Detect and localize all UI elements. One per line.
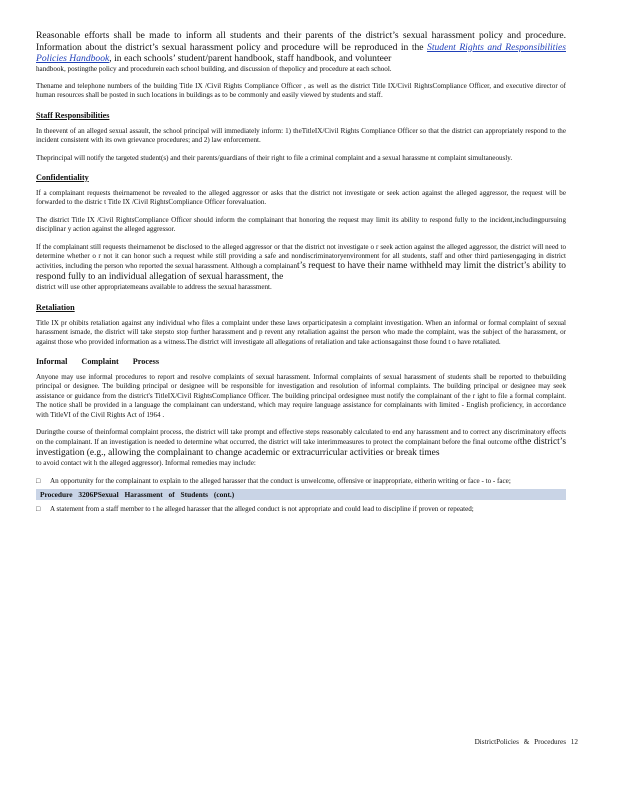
remedy-text: A statement from a staff member to t he alleged harasser that the alleged conduct is not appropriate and could lead to discipline if proven or repeated;	[50, 505, 474, 514]
confidentiality-paragraph-1: If a complainant requests theirnamenot be revealed to the alleged aggressor or asks that the district not investigate or seek action against the alleged aggressor, the request will be forwarded to the distric t Title IX /Civil RightsCompliance Officer forevaluation.	[36, 188, 566, 207]
retaliation-paragraph: Title IX pr ohibits retaliation against any individual who files a complaint under these laws orparticipatesin a complaint investigation. When an informal or formal complaint of sexual harassment ismade, the district will take stepsto stop further harassment and p revent any retaliation against the person who made the complaint, was the subject of the harassment, or against those who provided information as a witness.The district will investigate all allegations of retaliation and take actionsagainst those found t o have retaliated.	[36, 318, 566, 346]
informal-paragraph-1: Anyone may use informal procedures to report and resolve complaints of sexual harassment. Informal complaints of sexual harassment of students shall be reported to thebuilding principal or designee. The building principal or designee will be responsible for investigation and resolution of informal complaints. The building principal or designee may seek assistance or guidance from the district's TitleIX/Civil RightsCompliance Officer. The building principal ordesignee must notify the complainant of the r ight to file a formal complaint. The notice shall be provided in a language the complainant can understand, which may require language assistance for complainants with limited - English proficiency, in accordance with TitleVI of the Civil Rights Act of 1964 .	[36, 373, 566, 419]
bullet-box-icon: □	[36, 476, 41, 485]
informal-p2-emphasis: the district’s investigation (e.g., allowing the complainant to change academic or extracurricular activities or break times	[36, 437, 567, 459]
confidentiality-p3-text: If the complainant still requests theirnamenot be disclosed to the alleged aggressor or that the district not investigate o r seek action against the alleged aggressor, the district will need to determine whether o r not it can honor such a request while still providing a safe and nondiscriminatoryenvironment for all students, staff and other third partiesengaging in district activities, including the person who reported the sexual harassment. Although a complainan	[36, 242, 566, 271]
remedy-list-item	[36, 505, 566, 514]
confidentiality-paragraph-3-end: district will use other appropriatemeans available to address the sexual harassment.	[36, 283, 272, 292]
confidentiality-p3-emphasis: t’s request to have their name withheld may limit the district’s ability to respond fully to an individual allegation of sexual harassment, the	[36, 261, 566, 283]
confidentiality-paragraph-3	[36, 243, 566, 284]
confidentiality-heading: Confidentiality	[36, 172, 89, 182]
page-footer: DistrictPolicies & Procedures 12	[474, 738, 578, 746]
informal-complaint-heading: Informal Complaint Process	[36, 357, 160, 366]
staff-paragraph-1: In theevent of an alleged sexual assault, the school principal will immediately inform: 1) theTitleIX/Civil Rights Compliance Officer so that the district can appropriately respond to the incident consistent with its own grievance procedures; and 2) law enforcement.	[36, 126, 566, 145]
posting-paragraph: Thename and telephone numbers of the building Title IX /Civil Rights Compliance Officer , as well as the district Title IX/Civil RightsCompliance Officer, and executive director of human resources shall be posted in such locations in buildings as to be commonly and easily viewed by students and staff.	[36, 81, 566, 100]
intro-text-cont: , in each schools’ student/parent handbook, staff handbook, and volunteer	[109, 53, 392, 64]
bullet-box-icon: □	[36, 505, 41, 514]
retaliation-heading: Retaliation	[36, 302, 75, 312]
confidentiality-paragraph-2: The district Title IX /Civil RightsCompliance Officer should inform the complainant that honoring the request may limit its ability to respond fully to the incident,includingpursuing disciplinar y action against the alleged aggressor.	[36, 215, 566, 234]
remedy-text: An opportunity for the complainant to explain to the alleged harasser that the conduct is unwelcome, offensive or inappropriate, eitherin writing or face - to - face;	[50, 476, 511, 485]
intro-paragraph-tail: handbook, postingthe policy and procedurein each school building, and discussion of thepolicy and procedure at each school.	[36, 64, 392, 73]
intro-paragraph	[36, 30, 566, 65]
intro-text: Reasonable efforts shall be made to inform all students and their parents of the district’s sexual harassment policy and procedure. Information about the district’s sexual harassment policy and procedure will be reproduced in the	[36, 30, 566, 53]
remedy-list-item	[36, 477, 566, 486]
informal-paragraph-2	[36, 428, 566, 459]
handbook-link[interactable]: Student Rights and Responsibilities Policies Handbook	[36, 41, 566, 64]
staff-paragraph-2: Theprincipal will notify the targeted student(s) and their parents/guardians of their right to file a criminal complaint and a sexual harassme nt complaint simultaneously.	[36, 153, 513, 162]
informal-paragraph-2-end: to avoid contact wit h the alleged aggressor). Informal remedies may include:	[36, 459, 256, 468]
document-page	[36, 30, 566, 515]
staff-responsibilities-heading: Staff Responsibilities	[36, 110, 110, 120]
procedure-continuation-banner: Procedure 3206PSexual Harassment of Students (cont.)	[36, 489, 566, 500]
informal-p2-text: Duringthe course of theinformal complaint process, the district will take prompt and effective steps reasonably calculated to end any harassment and to correct any discriminatory effects on the complainant. If an investigation is needed to determine what occurred, the district will take interimmeasures to protect the complainant before the final outcome of	[36, 428, 566, 447]
